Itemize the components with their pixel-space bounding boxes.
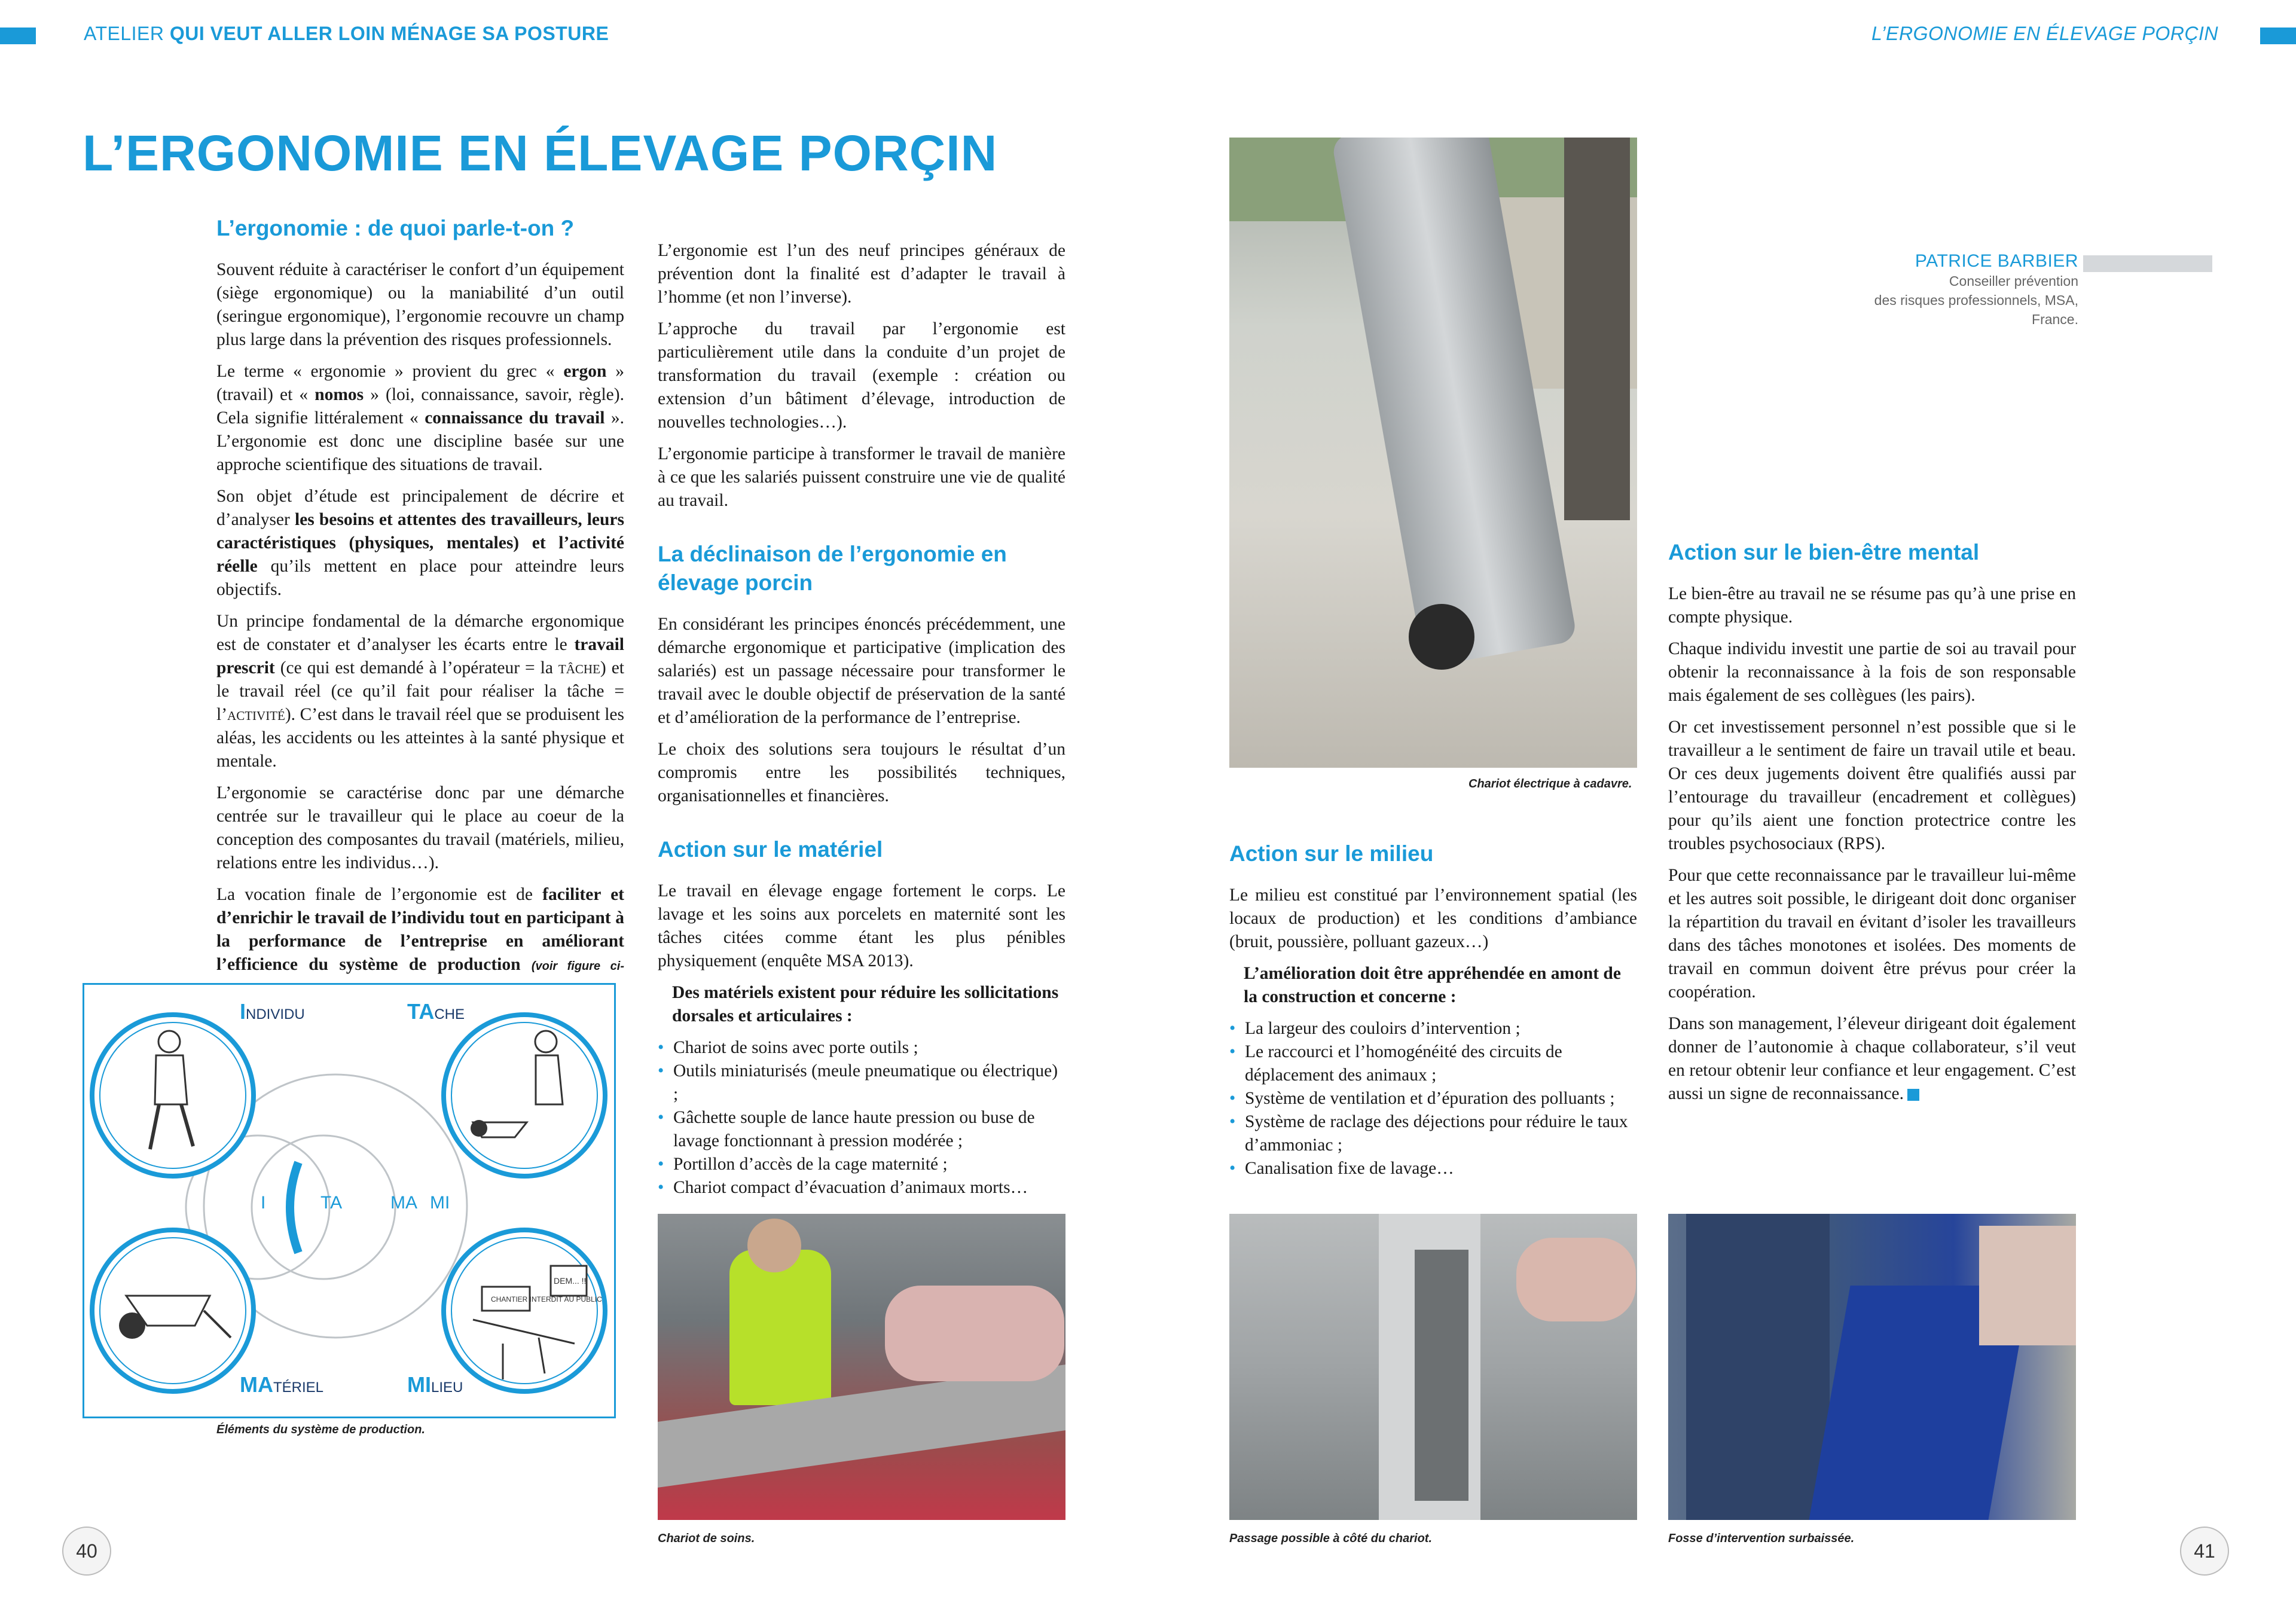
list-item: • Système de ventilation et d’épuration des polluants ;: [1229, 1087, 1637, 1110]
header-accent-left: [0, 28, 36, 44]
photo-chariot-soins: [658, 1214, 1065, 1520]
paragraph: Son objet d’étude est principalement de décrire et d’analyser les besoins et attentes des travailleurs, leurs caractéristiques (physiques, mentales) et l’activité réelle qu’ils mettent en place pour atteindre leurs objectifs.: [216, 487, 624, 599]
paragraph: La vocation finale de l’ergonomie est de faciliter et d’enrichir le travail de l’individu tout en participant à la performance de l’entreprise en améliorant l’efficience du système de production (voir figure ci-: [216, 885, 624, 974]
paragraph: Le choix des solutions sera toujours le résultat d’un compromis entre les possibilités techniques, organisationnelles et financières.: [658, 740, 1065, 805]
list-item: • Système de raclage des déjections pour réduire le taux d’ammoniac ;: [1229, 1110, 1637, 1157]
paragraph: Pour que cette reconnaissance par le travailleur lui-même et les autres soit possible, le dirigeant doit donc organiser la répartition du travail en évitant d’isoler les travailleurs dans des tâches monotones et isolées. Des moments de travail en commun doivent être prévus pour créer la coopération.: [1668, 866, 2076, 1002]
label-individu: INDIVIDU: [240, 999, 305, 1024]
photo-caption: Chariot électrique à cadavre.: [1468, 777, 1632, 790]
photo-caption: Chariot de soins.: [658, 1532, 755, 1545]
paragraph: L’ergonomie participe à transformer le travail de manière à ce que les salariés puissent construire une vie de qualité au travail.: [658, 444, 1065, 510]
center-label-ma: MA: [390, 1193, 417, 1213]
label-milieu: MILIEU: [407, 1372, 463, 1397]
label-materiel: MATÉRIEL: [240, 1372, 324, 1397]
paragraph: Le milieu est constitué par l’environnement spatial (les locaux de production) et les conditions d’ambiance (bruit, poussière, polluant gazeux…): [1229, 886, 1637, 951]
center-label-ta: TA: [320, 1193, 343, 1213]
diagram-caption: Éléments du système de production.: [216, 1423, 425, 1436]
list-item: • Outils miniaturisés (meule pneumatique ou électrique) ;: [658, 1060, 1065, 1106]
column-4: [1668, 538, 2076, 1114]
running-header-title: QUI VEUT ALLER LOIN MÉNAGE SA POSTURE: [169, 23, 609, 44]
paragraph: En considérant les principes énoncés précédemment, une démarche ergonomique et participative (implication des salariés) est un passage nécessaire pour transformer le travail avec le double objectif de préservation de la santé et d’amélioration de la performance de l’entreprise.: [658, 615, 1065, 727]
column-2: [658, 239, 1065, 1199]
paragraph: Souvent réduite à caractériser le confort d’un équipement (siège ergonomique) ou la maniabilité d’un outil (seringue ergonomique), l’ergonomie recouvre un champ plus large dans la prévention des risques professionnels.: [216, 260, 624, 349]
materiel-badge: [92, 1230, 254, 1391]
list-item: • Gâchette souple de lance haute pression ou buse de lavage fonctionnant à pression modérée ;: [658, 1106, 1065, 1153]
tache-badge: [444, 1015, 605, 1176]
heading-declinaison: La déclinaison de l’ergonomie en élevage porcin: [658, 542, 1007, 595]
materiel-list: [658, 1036, 1065, 1199]
running-header-prefix: ATELIER: [84, 23, 164, 44]
heading-milieu: Action sur le milieu: [1229, 841, 1434, 866]
column-1: [216, 214, 624, 1012]
running-header-right: L’ERGONOMIE EN ÉLEVAGE PORÇIN: [1871, 23, 2218, 44]
author-role: des risques professionnels, MSA,: [1874, 292, 2078, 308]
author-role: France.: [2032, 312, 2078, 327]
page-number-right: 41: [2180, 1527, 2229, 1576]
paragraph: Le bien-être au travail ne se résume pas qu’à une prise en compte physique.: [1668, 584, 2076, 627]
page-title: L’ERGONOMIE EN ÉLEVAGE PORÇIN: [83, 125, 998, 181]
heading-ergonomie: L’ergonomie : de quoi parle-t-on ?: [216, 216, 575, 240]
milieu-badge: [444, 1230, 605, 1391]
speech-bubble-text: DEM... !!: [554, 1276, 587, 1286]
author-accent-bar: [2083, 255, 2212, 272]
list-item: • La largeur des couloirs d’intervention ;: [1229, 1017, 1637, 1040]
list-lead: L’amélioration doit être appréhendée en amont de la construction et concerne :: [1244, 964, 1621, 1006]
production-system-diagram: [83, 983, 616, 1418]
paragraph: L’ergonomie se caractérise donc par une démarche centrée sur le travailleur qui le place au coeur de la conception des composantes du travail (matériels, milieu, relations entre les individus…).: [216, 783, 624, 872]
list-item: • Canalisation fixe de lavage…: [1229, 1157, 1637, 1180]
header-accent-right: [2260, 28, 2296, 44]
list-item: • Chariot compact d’évacuation d’animaux morts…: [658, 1176, 1065, 1199]
author-name: PATRICE BARBIER: [1915, 251, 2078, 271]
heading-materiel: Action sur le matériel: [658, 837, 883, 862]
chantier-sign-text: CHANTIER INTERDIT AU PUBLIC: [491, 1295, 602, 1304]
author-role: Conseiller prévention: [1949, 273, 2078, 289]
label-tache: TACHE: [407, 999, 465, 1024]
column-3: [1229, 840, 1637, 1180]
milieu-list: [1229, 1017, 1637, 1180]
photo-caption: Passage possible à côté du chariot.: [1229, 1532, 1433, 1545]
paragraph: Dans son management, l’éleveur dirigeant doit également donner de l’autonomie à chaque collaborateur, s’il veut en retour obtenir leur confiance et leur engagement. C’est aussi un signe de reconnaissance.: [1668, 1014, 2076, 1103]
photo-fosse: [1668, 1214, 2076, 1520]
running-header-left: [84, 23, 609, 45]
paragraph: L’approche du travail par l’ergonomie est particulièrement utile dans la conduite d’un projet de transformation du travail (exemple : création ou extension d’un bâtiment d’élevage, introduction de nouvelles technologies…).: [658, 319, 1065, 432]
list-item: • Chariot de soins avec porte outils ;: [658, 1036, 1065, 1060]
center-label-mi: MI: [430, 1193, 450, 1213]
paragraph: Chaque individu investit une partie de soi au travail pour obtenir la reconnaissance à la fois de son responsable mais également de ses collègues (les pairs).: [1668, 639, 2076, 705]
paragraph: Le terme « ergonomie » provient du grec « ergon » (travail) et « nomos » (loi, connaissance, savoir, règle). Cela signifie littéralement « connaissance du travail ». L’ergonomie est donc une discipline basée sur une approche scientifique des situations de travail.: [216, 362, 625, 474]
paragraph: Or cet investissement personnel n’est possible que si le travailleur a le sentiment de faire un travail utile et beau. Or ces deux jugements doivent être qualifiés aussi par l’entourage du travailleur (encadrement et collègues) pour qu’ils aient une fonction protectrice contre les troubles psychosociaux (RPS).: [1668, 718, 2076, 853]
photo-caption: Fosse d’intervention surbaissée.: [1668, 1532, 1855, 1545]
photo-chariot-cadavre: [1229, 138, 1637, 768]
paragraph: Un principe fondamental de la démarche ergonomique est de constater et d’analyser les écarts entre le travail prescrit (ce qui est demandé à l’opérateur = la tâche) et le travail réel (ce qu’il fait pour réaliser la tâche = l’activité). C’est dans le travail réel que se produisent les aléas, les accidents ou les atteintes à la santé physique et mentale.: [216, 612, 624, 771]
photo-passage-chariot: [1229, 1214, 1637, 1520]
list-item: • Le raccourci et l’homogénéité des circuits de déplacement des animaux ;: [1229, 1040, 1637, 1087]
individu-badge: [92, 1015, 254, 1176]
diagram-drawing: [84, 985, 614, 1417]
end-mark: [1907, 1089, 1919, 1101]
paragraph: Le travail en élevage engage fortement le corps. Le lavage et les soins aux porcelets en maternité sont les tâches citées comme étant les plus pénibles physiquement (enquête MSA 2013).: [658, 881, 1065, 970]
heading-bien-etre: Action sur le bien-être mental: [1668, 540, 1980, 564]
list-item: • Portillon d’accès de la cage maternité ;: [658, 1153, 1065, 1176]
author-block: [1874, 251, 2078, 329]
paragraph: L’ergonomie est l’un des neuf principes généraux de prévention dont la finalité est d’adapter le travail à l’homme (et non l’inverse).: [658, 241, 1065, 307]
center-label-i: I: [261, 1193, 266, 1213]
list-lead: Des matériels existent pour réduire les sollicitations dorsales et articulaires :: [672, 983, 1059, 1025]
page-number-left: 40: [62, 1527, 111, 1576]
